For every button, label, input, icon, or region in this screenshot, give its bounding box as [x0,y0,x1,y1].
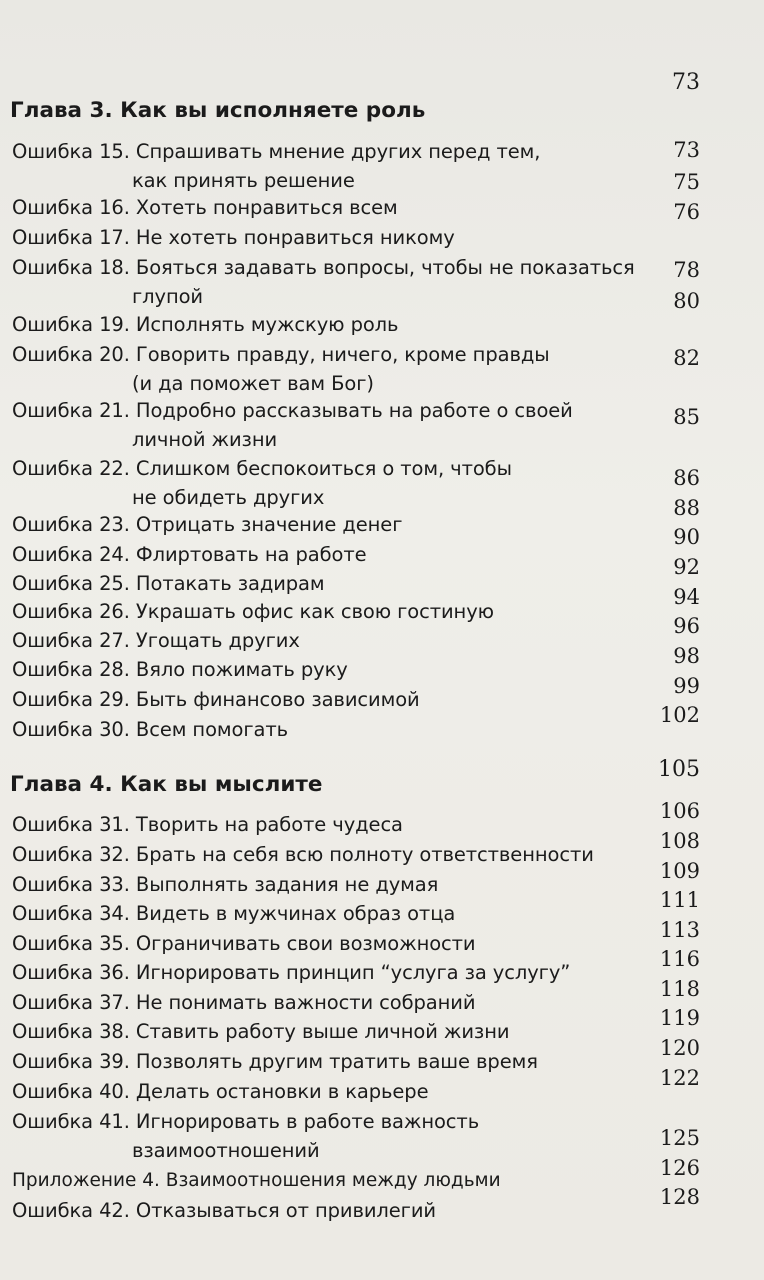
page-number: 96 [673,614,700,638]
page-number: 113 [659,918,700,942]
page-number: 126 [659,1156,700,1180]
page-number: 119 [659,1006,700,1030]
page-number: 128 [659,1185,700,1209]
page-number: 105 [658,757,700,782]
page-number: 116 [659,947,700,971]
entry-title-continuation: (и да поможет вам Бог) [132,371,374,395]
page-number: 98 [673,644,700,668]
entry-title: Ошибка 40. Делать остановки в карьере [12,1080,429,1103]
entry-title: Ошибка 23. Отрицать значение денег [12,513,403,536]
page-number: 125 [659,1126,700,1150]
entry-title: Ошибка 37. Не понимать важности собраний [12,991,476,1014]
page-number: 106 [659,799,700,823]
entry-title-continuation: личной жизни [132,427,278,451]
entry-title: Ошибка 22. Слишком беспокоиться о том, чтобы [12,457,512,480]
page-number: 92 [673,555,700,579]
entry-title-continuation: как принять решение [132,168,355,192]
page-number: 75 [673,170,700,194]
entry-title: Ошибка 27. Угощать других [12,629,300,652]
entry-title: Ошибка 25. Потакать задирам [12,572,325,595]
page-number: 111 [659,888,700,912]
page-number: 94 [673,585,700,609]
page-number: 88 [673,496,700,520]
page-number: 102 [659,703,700,727]
entry-title: Ошибка 30. Всем помогать [12,718,288,741]
entry-title: Ошибка 34. Видеть в мужчинах образ отца [12,902,456,925]
entry-title: Ошибка 19. Исполнять мужскую роль [12,313,399,336]
entry-title: Ошибка 38. Ставить работу выше личной жизни [12,1020,510,1043]
entry-title-continuation: не обидеть других [132,485,325,509]
page-number: 73 [672,70,700,95]
entry-title: Ошибка 17. Не хотеть понравиться никому [12,226,455,249]
entry-title: Ошибка 18. Бояться задавать вопросы, чтобы не показаться [12,256,635,279]
entry-title: Ошибка 33. Выполнять задания не думая [12,873,439,896]
entry-title: Ошибка 26. Украшать офис как свою гостиную [12,600,494,623]
entry-title: Ошибка 21. Подробно рассказывать на работе о своей [12,399,573,422]
page-number: 73 [673,138,700,162]
entry-title: Ошибка 29. Быть финансово зависимой [12,688,420,711]
entry-title: Ошибка 24. Флиртовать на работе [12,543,367,566]
entry-title: Приложение 4. Взаимоотношения между людьми [12,1170,501,1191]
entry-title-continuation: глупой [132,284,204,308]
page-number: 99 [673,674,700,698]
page-number: 118 [659,977,700,1001]
page-number: 122 [659,1066,700,1090]
entry-title: Ошибка 39. Позволять другим тратить ваше время [12,1050,538,1073]
entry-title: Ошибка 31. Творить на работе чудеса [12,813,403,836]
page-number: 109 [659,859,700,883]
entry-title: Ошибка 28. Вяло пожимать руку [12,658,348,681]
page-number: 85 [673,405,700,429]
page-number: 76 [673,200,700,224]
entry-title: Ошибка 20. Говорить правду, ничего, кроме правды [12,343,550,366]
entry-title: Глава 4. Как вы мыслите [10,772,323,797]
page-number: 120 [659,1036,700,1060]
entry-title: Ошибка 41. Игнорировать в работе важность [12,1110,480,1133]
page-number: 80 [673,289,700,313]
page-number: 108 [659,829,700,853]
entry-title: Ошибка 32. Брать на себя всю полноту ответственности [12,843,594,866]
entry-title: Глава 3. Как вы исполняете роль [10,98,426,123]
entry-title: Ошибка 16. Хотеть понравиться всем [12,196,398,219]
entry-title: Ошибка 35. Ограничивать свои возможности [12,932,476,955]
entry-title-continuation: взаимоотношений [132,1138,320,1162]
page-number: 82 [673,346,700,370]
entry-title: Ошибка 42. Отказываться от привилегий [12,1199,436,1222]
page-number: 78 [673,258,700,282]
entry-title: Ошибка 15. Спрашивать мнение других перед тем, [12,140,541,163]
entry-title: Ошибка 36. Игнорировать принцип “услуга за услугу” [12,961,571,984]
page-number: 90 [673,525,700,549]
page-number: 86 [673,466,700,490]
